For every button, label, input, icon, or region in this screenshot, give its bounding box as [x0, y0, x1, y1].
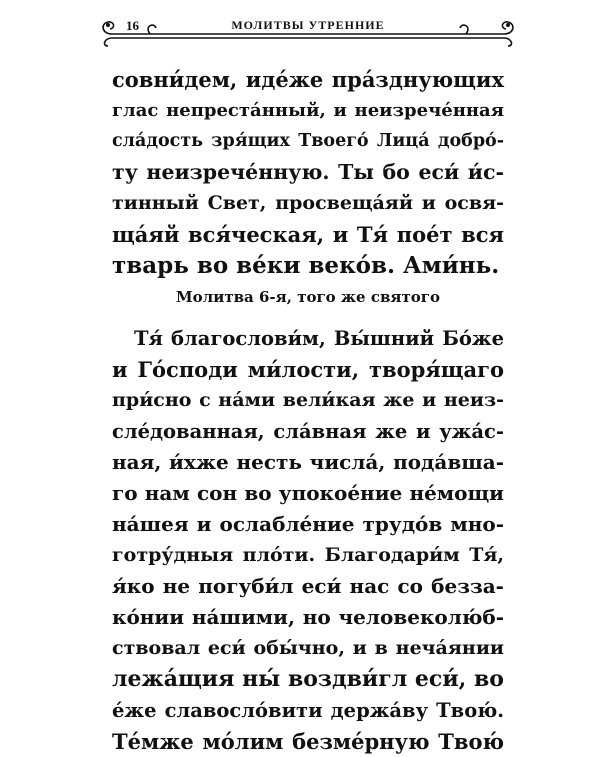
running-title: МОЛИТВЫ УТРЕННИЕ [231, 18, 385, 32]
prayer-heading: Молитва 6-я, того же святого [176, 288, 440, 306]
text-line: тварь во ве́ки веко́в. Ами́нь. [112, 252, 500, 279]
text-line: совни́дем, иде́же пра́зднующих [112, 67, 504, 92]
text-line: ко́нии на́шими, но человеколю́б- [112, 605, 504, 629]
text-line: го нам сон во упокое́ние не́мощи [112, 481, 504, 505]
text-line: сла́дость зря́щих Твоего́ Лица́ добро́- [112, 131, 504, 151]
text-line: Те́мже мо́лим безме́рную Твою́ [112, 729, 504, 754]
text-line: ща́яй вся́ческая, и Тя́ пое́т вся [112, 222, 504, 247]
text-line: лежа́щия ны́ воздви́гл еси́, во [112, 666, 504, 692]
text-line: ная, и́хже несть числа́, пода́вша- [112, 450, 504, 474]
text-line: Тя́ благослови́м, Вы́шний Бо́же [134, 327, 504, 350]
text-line: при́сно с на́ми вели́кая же и неиз- [112, 389, 504, 411]
text-line: я́ко не погуби́л еси́ нас со безза- [112, 574, 504, 598]
top-paragraph [112, 64, 504, 281]
text-line: сле́дованная, сла́вная же и ужа́с- [112, 420, 504, 443]
page-number: 16 [126, 18, 139, 33]
text-line: е́же славосло́вити держа́ву Твою́. [112, 699, 504, 722]
text-line: ствовал еси́ обы́чно, и в неча́янии [112, 637, 504, 659]
text-line: глас непреста́нный, и неизрече́нная [112, 100, 504, 121]
text-line: готру́дныя пло́ти. Благодари́м Тя́, [112, 544, 504, 566]
text-line: тинный Свет, просвеща́яй и освя- [112, 192, 504, 214]
page-header [98, 12, 518, 52]
text-line: на́шея и ослабле́ние трудо́в мно- [112, 512, 504, 536]
prayer-paragraph [112, 323, 504, 757]
text-line: ту неизрече́нную. Ты бо еси́ и́с- [112, 160, 504, 184]
text-line: и Го́споди ми́лости, творя́щаго [112, 357, 504, 382]
